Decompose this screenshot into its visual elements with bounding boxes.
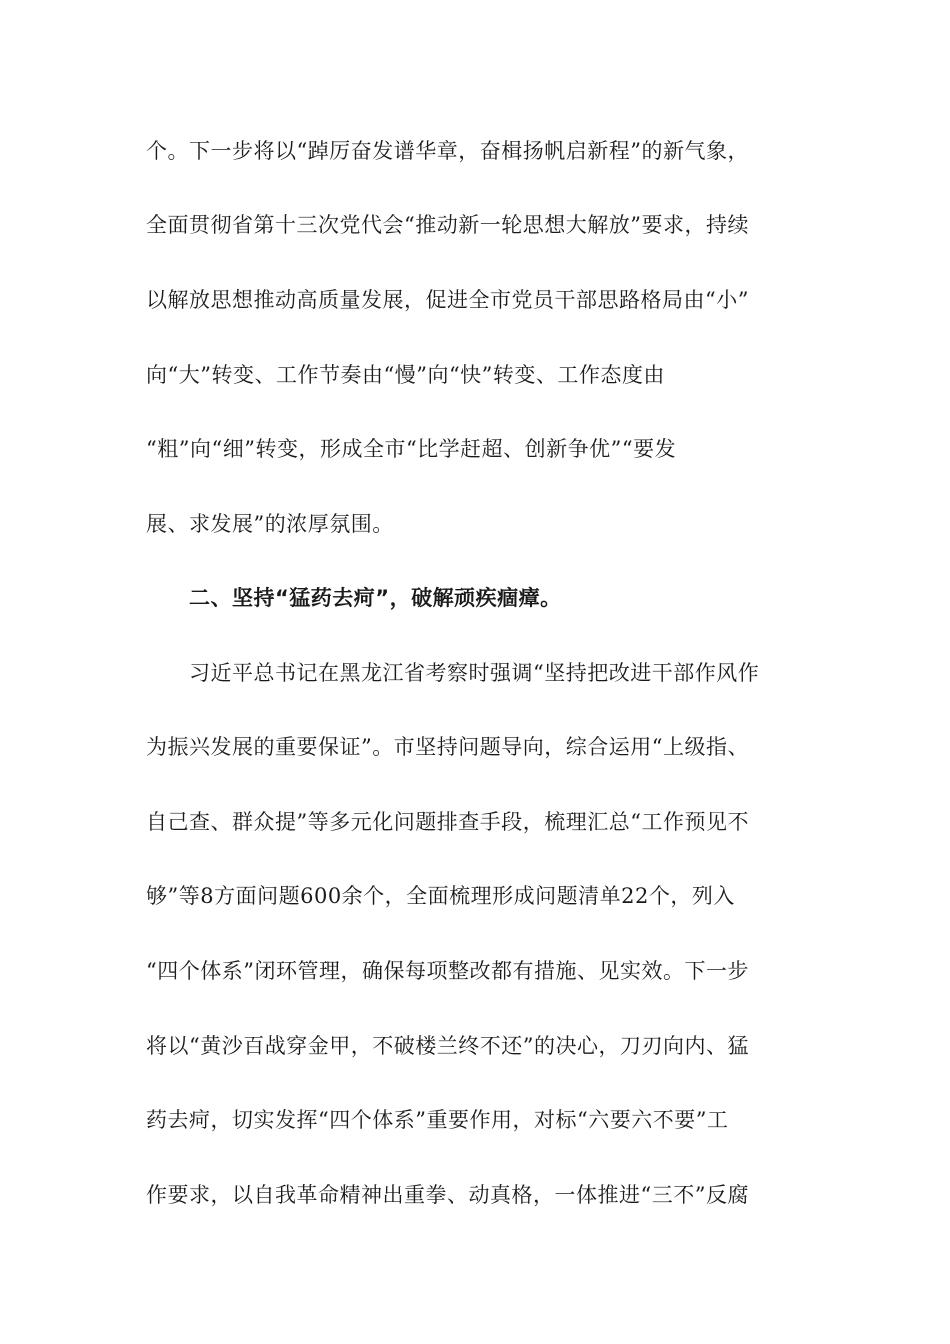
paragraph-2-line-1: 习近平总书记在黑龙江省考察时强调“坚持把改进干部作风作	[189, 661, 760, 685]
paragraph-1-line-5: “粗”向“细”转变，形成全市“比学赶超、创新争优”“要发	[146, 437, 677, 461]
paragraph-1-line-1: 个。下一步将以“踔厉奋发谱华章，奋楫扬帆启新程”的新气象，	[146, 139, 749, 163]
paragraph-2-line-3: 自己查、群众提”等多元化问题排查手段，梳理汇总“工作预见不	[146, 810, 749, 834]
paragraph-1-line-2: 全面贯彻省第十三次党代会“推动新一轮思想大解放”要求，持续	[146, 213, 749, 237]
section-heading: 二、坚持“猛药去疴”，破解顽疾痼瘴。	[189, 586, 562, 610]
paragraph-2-line-5: “四个体系”闭环管理，确保每项整改都有措施、见实效。下一步	[146, 959, 749, 983]
paragraph-2-line-2: 为振兴发展的重要保证”。市坚持问题导向，综合运用“上级指、	[146, 735, 749, 759]
paragraph-1-line-6: 展、求发展”的浓厚氛围。	[146, 512, 394, 536]
paragraph-2-line-7: 药去疴，切实发挥“四个体系”重要作用，对标“六要六不要”工	[146, 1108, 729, 1132]
paragraph-2-line-6: 将以“黄沙百战穿金甲，不破楼兰终不还”的决心，刀刃向内、猛	[146, 1034, 749, 1058]
paragraph-2-line-8: 作要求，以自我革命精神出重拳、动真格，一体推进“三不”反腐	[146, 1183, 749, 1207]
paragraph-2-line-4: 够”等8方面问题600余个，全面梳理形成问题清单22个，列入	[146, 884, 735, 908]
paragraph-1-line-3: 以解放思想推动高质量发展，促进全市党员干部思路格局由“小”	[146, 288, 749, 312]
paragraph-1-line-4: 向“大”转变、工作节奏由“慢”向“快”转变、工作态度由	[146, 363, 665, 387]
